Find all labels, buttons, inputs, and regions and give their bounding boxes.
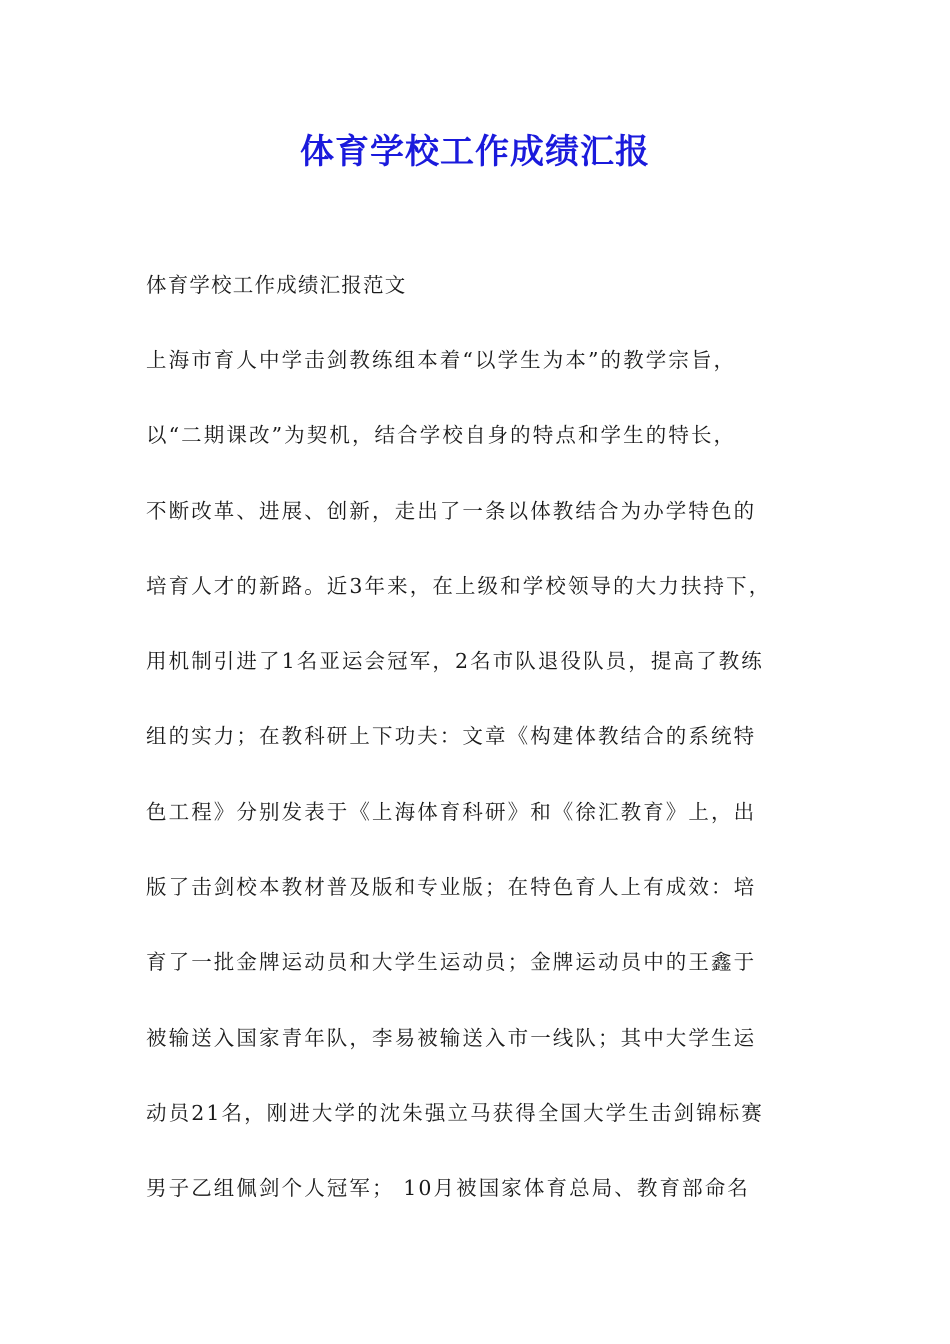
document-body xyxy=(146,340,846,1244)
body-line: 组的实力；在教科研上下功夫：文章《构建体教结合的系统特 xyxy=(146,724,757,749)
body-line: 动员21名，刚进大学的沈朱强立马获得全国大学生击剑锦标赛 xyxy=(146,1100,764,1125)
body-line: 色工程》分别发表于《上海体育科研》和《徐汇教育》上，出 xyxy=(146,799,757,824)
document-subtitle: 体育学校工作成绩汇报范文 xyxy=(146,273,407,297)
body-line: 不断改革、进展、创新，走出了一条以体教结合为办学特色的 xyxy=(146,498,757,523)
document-title: 体育学校工作成绩汇报 xyxy=(300,132,650,172)
body-line: 被输送入国家青年队，李易被输送入市一线队；其中大学生运 xyxy=(146,1025,757,1050)
body-line: 上海市育人中学击剑教练组本着“以学生为本”的教学宗旨， xyxy=(146,348,737,372)
body-line: 用机制引进了1名亚运会冠军，2名市队退役队员，提高了教练 xyxy=(146,649,764,674)
body-line: 育了一批金牌运动员和大学生运动员；金牌运动员中的王鑫于 xyxy=(146,950,757,975)
body-line: 以“二期课改”为契机，结合学校自身的特点和学生的特长， xyxy=(146,423,737,448)
body-line: 培育人才的新路。近3年来，在上级和学校领导的大力扶持下， xyxy=(146,573,772,598)
body-line: 男子乙组佩剑个人冠军； 10月被国家体育总局、教育部命名 xyxy=(146,1176,750,1201)
body-line: 版了击剑校本教材普及版和专业版；在特色育人上有成效：培 xyxy=(146,875,757,900)
